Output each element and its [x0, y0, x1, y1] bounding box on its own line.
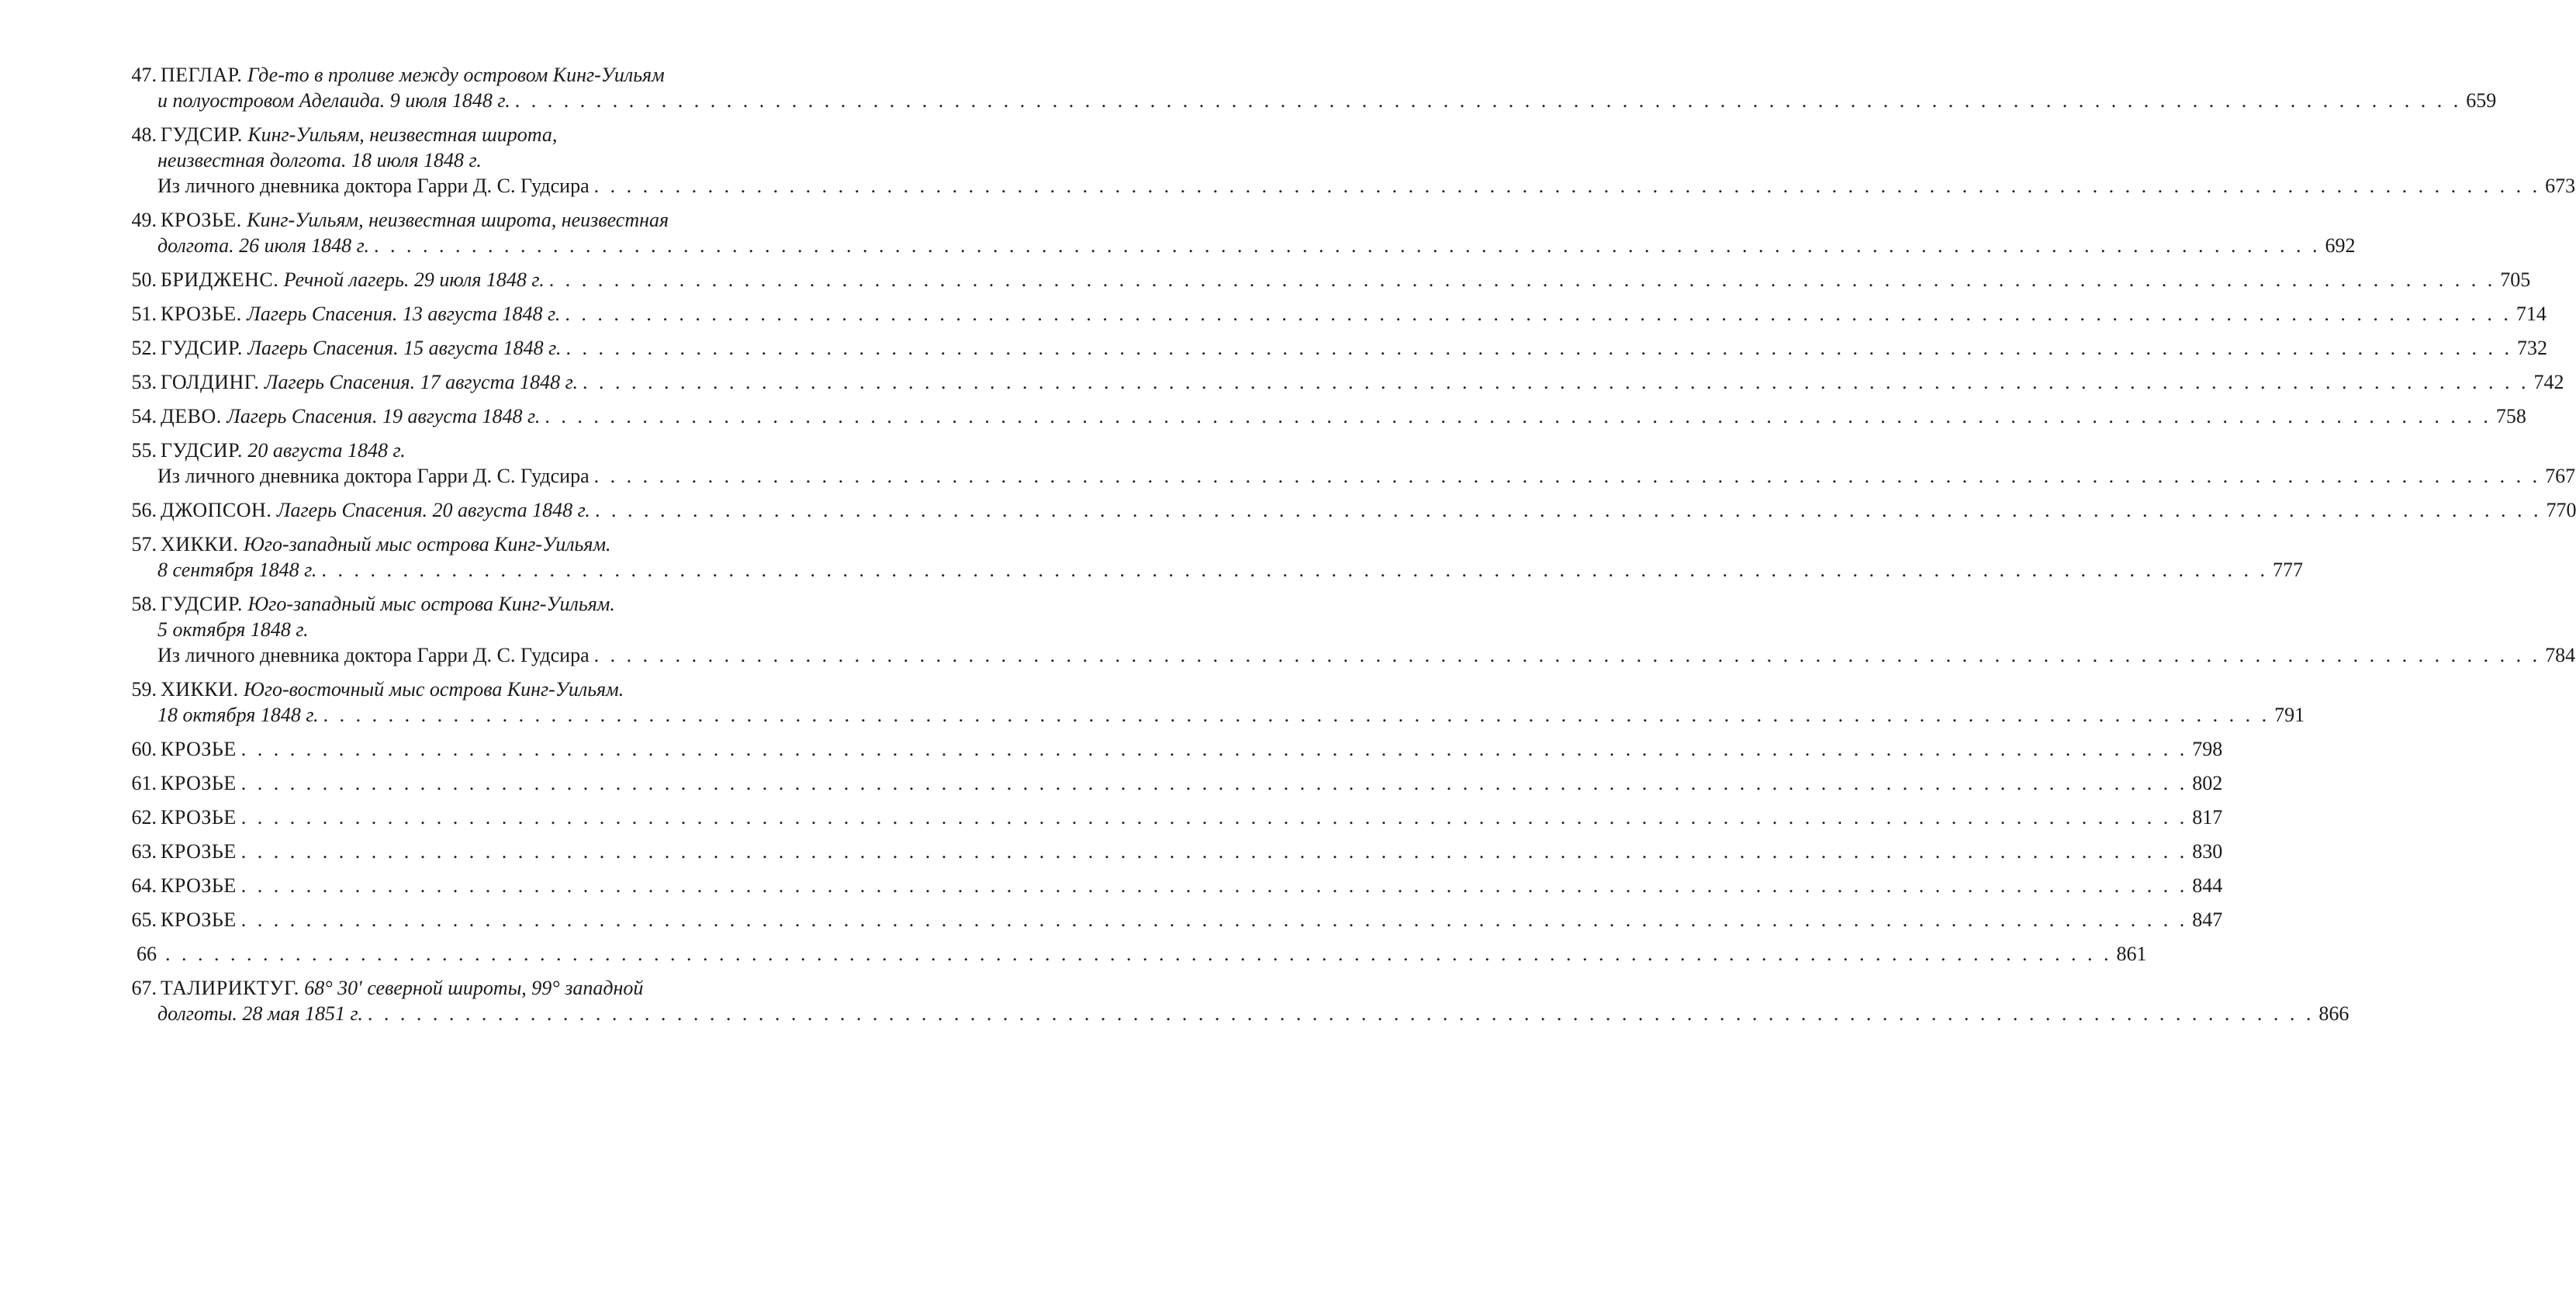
- chapter-number: 61.: [131, 772, 157, 794]
- dot-leader: . . . . . . . . . . . . . . . . . . . . . . . . . . . . . . . . . . . . . . . . . . . . . . . . . . . . . . . . . . . . . . . . . . . . . . . . . . . . . . . . . . . . . . . . . . . . . . . . . . . . . . . . . . . . . . . . . . . . . . . .: [323, 704, 2270, 726]
- toc-entry-heading: [0, 873, 237, 898]
- chapter-narrator: ХИККИ.: [161, 533, 239, 555]
- toc-entry[interactable]: [0, 804, 2223, 830]
- chapter-place: Лагерь Спасения. 19 августа 1848 г.: [226, 405, 541, 427]
- chapter-place-continued: и полуостровом Аделаида. 9 июля 1848 г.: [157, 89, 510, 112]
- toc-entry-heading: [0, 770, 237, 796]
- chapter-place: Лагерь Спасения. 13 августа 1848 г.: [247, 303, 561, 325]
- chapter-number: 59.: [131, 678, 157, 701]
- dot-leader: . . . . . . . . . . . . . . . . . . . . . . . . . . . . . . . . . . . . . . . . . . . . . . . . . . . . . . . . . . . . . . . . . . . . . . . . . . . . . . . . . . . . . . . . . . . . . . . . . . . . . . . . . . . . . . . . . . . . . . . .: [594, 499, 2542, 521]
- chapter-place: Юго-западный мыс острова Кинг-Уильям.: [244, 533, 611, 555]
- chapter-number: 62.: [131, 806, 157, 829]
- toc-entry-heading: [0, 736, 237, 762]
- page-number: 714: [2515, 303, 2547, 325]
- page-number: 742: [2533, 371, 2564, 393]
- chapter-narrator: ГУДСИР.: [161, 123, 243, 146]
- toc-entry-heading: [0, 267, 545, 292]
- page-number: 830: [2192, 840, 2223, 863]
- chapter-number: 60.: [131, 738, 157, 760]
- dot-leader: . . . . . . . . . . . . . . . . . . . . . . . . . . . . . . . . . . . . . . . . . . . . . . . . . . . . . . . . . . . . . . . . . . . . . . . . . . . . . . . . . . . . . . . . . . . . . . . . . . . . . . . . . . . . . . . . . . . . . . . .: [367, 1002, 2315, 1025]
- toc-entry-heading: [0, 941, 161, 967]
- chapter-place-continued: 5 октября 1848 г.: [157, 618, 309, 641]
- chapter-narrator: ТАЛИРИКТУГ.: [161, 977, 299, 999]
- chapter-place: Лагерь Спасения. 20 августа 1848 г.: [276, 499, 590, 521]
- page-number: 866: [2318, 1002, 2350, 1025]
- chapter-number: 65.: [131, 908, 157, 931]
- page-number: 732: [2516, 337, 2547, 359]
- chapter-number: 53.: [131, 371, 157, 393]
- toc-entry-heading: [0, 335, 561, 361]
- toc-entry-heading: [0, 64, 665, 86]
- chapter-narrator: ГУДСИР.: [161, 337, 243, 359]
- toc-entry-heading: [0, 497, 590, 523]
- chapter-number: 51.: [131, 303, 157, 325]
- dot-leader: . . . . . . . . . . . . . . . . . . . . . . . . . . . . . . . . . . . . . . . . . . . . . . . . . . . . . . . . . . . . . . . . . . . . . . . . . . . . . . . . . . . . . . . . . . . . . . . . . . . . . . . . . . . . . . . . . . . . . . . .: [593, 465, 2541, 487]
- chapter-narrator: ПЕГЛАР.: [161, 64, 243, 86]
- chapter-narrator: КРОЗЬЕ.: [161, 303, 242, 325]
- chapter-diary-note: Из личного дневника доктора Гарри Д. С. Гудсира: [157, 175, 590, 197]
- chapter-narrator: КРОЗЬЕ: [161, 772, 237, 794]
- chapter-place: Где-то в проливе между островом Кинг-Уильям: [247, 64, 665, 86]
- page-number: 847: [2192, 908, 2223, 931]
- chapter-number: 47.: [131, 64, 157, 86]
- toc-entry-heading: [0, 301, 560, 327]
- toc-entry-heading: [0, 209, 669, 231]
- toc-entry-heading: [0, 403, 540, 429]
- dot-leader: . . . . . . . . . . . . . . . . . . . . . . . . . . . . . . . . . . . . . . . . . . . . . . . . . . . . . . . . . . . . . . . . . . . . . . . . . . . . . . . . . . . . . . . . . . . . . . . . . . . . . . . . . . . . . . . . . . . . . . . .: [240, 772, 2188, 794]
- chapter-diary-note: Из личного дневника доктора Гарри Д. С. Гудсира: [157, 465, 590, 487]
- chapter-number: 54.: [131, 405, 157, 427]
- toc-entry-heading: [0, 804, 237, 830]
- dot-leader: . . . . . . . . . . . . . . . . . . . . . . . . . . . . . . . . . . . . . . . . . . . . . . . . . . . . . . . . . . . . . . . . . . . . . . . . . . . . . . . . . . . . . . . . . . . . . . . . . . . . . . . . . . . . . . . . . . . . . . . .: [593, 644, 2541, 666]
- dot-leader: . . . . . . . . . . . . . . . . . . . . . . . . . . . . . . . . . . . . . . . . . . . . . . . . . . . . . . . . . . . . . . . . . . . . . . . . . . . . . . . . . . . . . . . . . . . . . . . . . . . . . . . . . . . . . . . . . . . . . . . .: [514, 89, 2462, 112]
- chapter-place: Кинг-Уильям, неизвестная широта, неизвестная: [247, 209, 669, 231]
- page-number: 770: [2546, 499, 2576, 521]
- table-of-contents: [0, 62, 2576, 1035]
- page-number: 673: [2545, 175, 2576, 197]
- chapter-narrator: ДЕВО.: [161, 405, 222, 427]
- chapter-narrator: КРОЗЬЕ: [161, 840, 237, 863]
- toc-entry[interactable]: [0, 122, 2576, 199]
- dot-leader: . . . . . . . . . . . . . . . . . . . . . . . . . . . . . . . . . . . . . . . . . . . . . . . . . . . . . . . . . . . . . . . . . . . . . . . . . . . . . . . . . . . . . . . . . . . . . . . . . . . . . . . . . . . . . . . . . . . . . . . .: [240, 840, 2188, 863]
- page-number: 767: [2545, 465, 2576, 487]
- chapter-place: Речной лагерь. 29 июля 1848 г.: [283, 268, 545, 291]
- dot-leader: . . . . . . . . . . . . . . . . . . . . . . . . . . . . . . . . . . . . . . . . . . . . . . . . . . . . . . . . . . . . . . . . . . . . . . . . . . . . . . . . . . . . . . . . . . . . . . . . . . . . . . . . . . . . . . . . . . . . . . . .: [240, 738, 2188, 760]
- page-number: 692: [2325, 234, 2356, 257]
- dot-leader: . . . . . . . . . . . . . . . . . . . . . . . . . . . . . . . . . . . . . . . . . . . . . . . . . . . . . . . . . . . . . . . . . . . . . . . . . . . . . . . . . . . . . . . . . . . . . . . . . . . . . . . . . . . . . . . . . . . . . . . .: [545, 405, 2491, 427]
- chapter-number: 67.: [131, 977, 157, 999]
- page-number: 784: [2545, 644, 2576, 666]
- chapter-place: Юго-западный мыс острова Кинг-Уильям.: [247, 593, 615, 615]
- chapter-number: 52.: [131, 337, 157, 359]
- toc-entry[interactable]: [0, 497, 2576, 523]
- toc-entry-heading: [0, 839, 237, 864]
- chapter-narrator: ГУДСИР.: [161, 593, 243, 615]
- chapter-number: 55.: [131, 439, 157, 462]
- chapter-narrator: ГОЛДИНГ.: [161, 371, 260, 393]
- chapter-place: 68° 30′ северной широты, 99° западной: [304, 977, 644, 999]
- chapter-narrator: КРОЗЬЕ: [161, 738, 237, 760]
- toc-entry-heading: [0, 369, 578, 395]
- toc-entry[interactable]: [0, 873, 2223, 898]
- page-number: 798: [2192, 738, 2223, 760]
- page-number: 777: [2272, 559, 2303, 581]
- dot-leader: . . . . . . . . . . . . . . . . . . . . . . . . . . . . . . . . . . . . . . . . . . . . . . . . . . . . . . . . . . . . . . . . . . . . . . . . . . . . . . . . . . . . . . . . . . . . . . . . . . . . . . . . . . . . . . . . . . . . . . . .: [240, 908, 2188, 931]
- toc-entry-heading: [0, 593, 615, 615]
- chapter-number: 50.: [131, 268, 157, 291]
- chapter-place-continued: долготы. 28 мая 1851 г.: [157, 1002, 363, 1025]
- dot-leader: . . . . . . . . . . . . . . . . . . . . . . . . . . . . . . . . . . . . . . . . . . . . . . . . . . . . . . . . . . . . . . . . . . . . . . . . . . . . . . . . . . . . . . . . . . . . . . . . . . . . . . . . . . . . . . . . . . . . . . . .: [593, 175, 2541, 197]
- dot-leader: . . . . . . . . . . . . . . . . . . . . . . . . . . . . . . . . . . . . . . . . . . . . . . . . . . . . . . . . . . . . . . . . . . . . . . . . . . . . . . . . . . . . . . . . . . . . . . . . . . . . . . . . . . . . . . . . . . . . . . . .: [565, 337, 2512, 359]
- chapter-number: 57.: [131, 533, 157, 555]
- chapter-place-continued: неизвестная долгота. 18 июля 1848 г.: [157, 149, 482, 171]
- toc-entry[interactable]: [0, 438, 2576, 489]
- chapter-narrator: ГУДСИР.: [161, 439, 243, 462]
- chapter-place-continued: 18 октября 1848 г.: [157, 704, 319, 726]
- toc-entry-heading: [0, 123, 557, 146]
- page-number: 705: [2500, 268, 2531, 291]
- chapter-place-continued: долгота. 26 июля 1848 г.: [157, 234, 369, 257]
- chapter-place: 20 августа 1848 г.: [247, 439, 406, 462]
- chapter-place: Лагерь Спасения. 15 августа 1848 г.: [247, 337, 562, 359]
- toc-entry[interactable]: [0, 531, 2303, 583]
- chapter-narrator: ХИККИ.: [161, 678, 239, 701]
- chapter-place: Юго-восточный мыс острова Кинг-Уильям.: [244, 678, 624, 701]
- dot-leader: . . . . . . . . . . . . . . . . . . . . . . . . . . . . . . . . . . . . . . . . . . . . . . . . . . . . . . . . . . . . . . . . . . . . . . . . . . . . . . . . . . . . . . . . . . . . . . . . . . . . . . . . . . . . . . . . . . . . . . . .: [582, 371, 2529, 393]
- toc-entry[interactable]: [0, 839, 2223, 864]
- toc-entry[interactable]: [0, 770, 2223, 796]
- chapter-place: Кинг-Уильям, неизвестная широта,: [247, 123, 558, 146]
- toc-entry[interactable]: [0, 62, 2497, 113]
- page-number: 791: [2274, 704, 2305, 726]
- toc-entry-heading: [0, 907, 237, 932]
- chapter-narrator: КРОЗЬЕ.: [161, 209, 242, 231]
- dot-leader: . . . . . . . . . . . . . . . . . . . . . . . . . . . . . . . . . . . . . . . . . . . . . . . . . . . . . . . . . . . . . . . . . . . . . . . . . . . . . . . . . . . . . . . . . . . . . . . . . . . . . . . . . . . . . . . . . . . . . . . .: [321, 559, 2268, 581]
- chapter-number: 48.: [131, 123, 157, 146]
- toc-entry[interactable]: [0, 369, 2564, 395]
- dot-leader: . . . . . . . . . . . . . . . . . . . . . . . . . . . . . . . . . . . . . . . . . . . . . . . . . . . . . . . . . . . . . . . . . . . . . . . . . . . . . . . . . . . . . . . . . . . . . . . . . . . . . . . . . . . . . . . . . . . . . . . .: [565, 303, 2512, 325]
- dot-leader: . . . . . . . . . . . . . . . . . . . . . . . . . . . . . . . . . . . . . . . . . . . . . . . . . . . . . . . . . . . . . . . . . . . . . . . . . . . . . . . . . . . . . . . . . . . . . . . . . . . . . . . . . . . . . . . . . . . . . . . .: [374, 234, 2321, 257]
- page-number: 844: [2192, 874, 2223, 897]
- dot-leader: . . . . . . . . . . . . . . . . . . . . . . . . . . . . . . . . . . . . . . . . . . . . . . . . . . . . . . . . . . . . . . . . . . . . . . . . . . . . . . . . . . . . . . . . . . . . . . . . . . . . . . . . . . . . . . . . . . . . . . . .: [165, 943, 2112, 965]
- toc-entry-heading: [0, 977, 643, 999]
- toc-entry[interactable]: [0, 941, 2147, 967]
- chapter-place-continued: 8 сентября 1848 г.: [157, 559, 317, 581]
- dot-leader: . . . . . . . . . . . . . . . . . . . . . . . . . . . . . . . . . . . . . . . . . . . . . . . . . . . . . . . . . . . . . . . . . . . . . . . . . . . . . . . . . . . . . . . . . . . . . . . . . . . . . . . . . . . . . . . . . . . . . . . .: [240, 874, 2188, 897]
- chapter-narrator: КРОЗЬЕ: [161, 806, 237, 829]
- page-number: 659: [2466, 89, 2497, 112]
- toc-entry[interactable]: [0, 736, 2223, 762]
- chapter-place: Лагерь Спасения. 17 августа 1848 г.: [264, 371, 578, 393]
- chapter-number: 58.: [131, 593, 157, 615]
- toc-entry[interactable]: [0, 676, 2305, 728]
- toc-entry[interactable]: [0, 267, 2531, 292]
- toc-entry-heading: [0, 439, 406, 462]
- toc-entry-heading: [0, 678, 624, 701]
- page-number: 802: [2192, 772, 2223, 794]
- page-number: 861: [2116, 943, 2147, 965]
- chapter-diary-note: Из личного дневника доктора Гарри Д. С. Гудсира: [157, 644, 590, 666]
- chapter-narrator: БРИДЖЕНС.: [161, 268, 279, 291]
- chapter-narrator: КРОЗЬЕ: [161, 874, 237, 897]
- toc-entry[interactable]: [0, 907, 2223, 932]
- dot-leader: . . . . . . . . . . . . . . . . . . . . . . . . . . . . . . . . . . . . . . . . . . . . . . . . . . . . . . . . . . . . . . . . . . . . . . . . . . . . . . . . . . . . . . . . . . . . . . . . . . . . . . . . . . . . . . . . . . . . . . . .: [240, 806, 2188, 829]
- chapter-number: 63.: [131, 840, 157, 863]
- chapter-number: 64.: [131, 874, 157, 897]
- chapter-narrator: КРОЗЬЕ: [161, 908, 237, 931]
- toc-entry[interactable]: [0, 207, 2356, 258]
- chapter-number: 66: [137, 943, 157, 965]
- toc-entry[interactable]: [0, 335, 2547, 361]
- chapter-narrator: ДЖОПСОН.: [161, 499, 272, 521]
- chapter-number: 56.: [131, 499, 157, 521]
- toc-entry[interactable]: [0, 301, 2547, 327]
- toc-entry-heading: [0, 533, 611, 555]
- toc-entry[interactable]: [0, 403, 2526, 429]
- page-number: 758: [2495, 405, 2526, 427]
- chapter-number: 49.: [131, 209, 157, 231]
- toc-entry[interactable]: [0, 591, 2576, 668]
- dot-leader: . . . . . . . . . . . . . . . . . . . . . . . . . . . . . . . . . . . . . . . . . . . . . . . . . . . . . . . . . . . . . . . . . . . . . . . . . . . . . . . . . . . . . . . . . . . . . . . . . . . . . . . . . . . . . . . . . . . . . . . .: [548, 268, 2496, 291]
- page-number: 817: [2192, 806, 2223, 829]
- toc-entry[interactable]: [0, 975, 2350, 1026]
